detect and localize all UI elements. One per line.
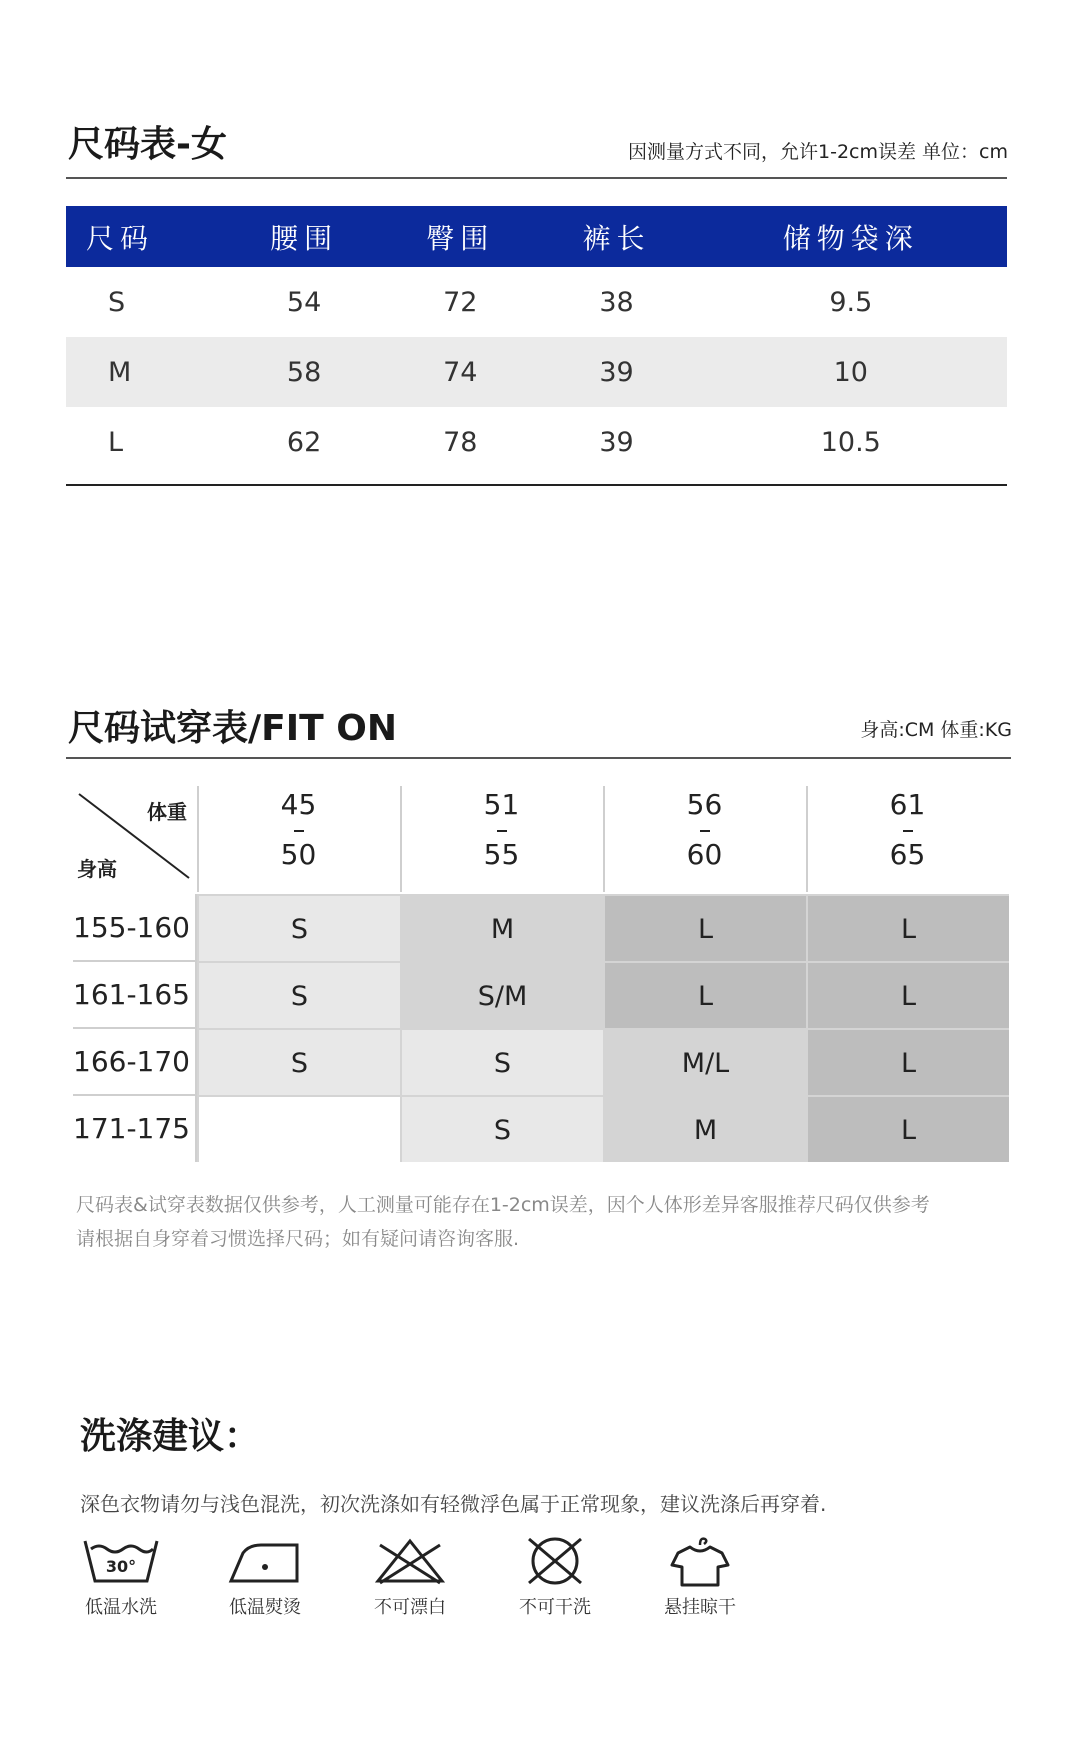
weight-dash — [294, 830, 304, 832]
fit-cell: S — [197, 894, 400, 961]
fit-cell — [197, 1095, 400, 1162]
table-cell: 74 — [382, 337, 538, 407]
height-row-label: 166-170 — [73, 1028, 197, 1095]
table-cell: 10 — [695, 337, 1007, 407]
fit-chart-divider — [66, 757, 1011, 759]
hang-dry-icon — [660, 1535, 740, 1587]
weight-dash — [700, 830, 710, 832]
table-cell: 39 — [599, 426, 634, 458]
height-row-label: 171-175 — [73, 1095, 197, 1162]
weight-to: 55 — [483, 838, 520, 871]
table-cell: 58 — [226, 337, 382, 407]
table-cell: 54 — [286, 286, 322, 318]
fit-cell: S — [400, 1095, 603, 1162]
fit-chart-title: 尺码试穿表/FIT ON — [68, 708, 397, 749]
size-chart-divider — [66, 177, 1007, 179]
table-cell: 78 — [443, 426, 478, 458]
table-row — [66, 337, 1007, 407]
size-table — [66, 206, 1007, 477]
table-cell: M — [66, 337, 226, 407]
care-item-dry-clean — [500, 1535, 610, 1619]
table-cell: 9.5 — [829, 286, 873, 318]
fit-cell: S — [197, 1028, 400, 1095]
header-pocket-depth: 储物袋深 — [695, 206, 1007, 267]
fit-cell: L — [603, 894, 806, 961]
fit-cell: L — [806, 894, 1009, 961]
fit-cell: M/L — [603, 1028, 806, 1095]
washing-title: 洗涤建议： — [80, 1416, 261, 1457]
wash-30-icon — [81, 1535, 161, 1587]
fit-cell: L — [603, 961, 806, 1028]
fit-table-corner — [73, 786, 199, 892]
corner-height-label: 身高 — [77, 857, 117, 881]
height-row-label: 155-160 — [73, 894, 197, 961]
weight-dash — [903, 830, 913, 832]
care-label: 低温水洗 — [85, 1597, 157, 1618]
size-table-bottom-rule — [66, 484, 1007, 486]
disclaimer-line-1: 尺码表&试穿表数据仅供参考，人工测量可能存在1-2cm误差，因个人体形差异客服推荐尺码仅供参考 — [76, 1194, 930, 1216]
care-label: 不可干洗 — [519, 1597, 591, 1618]
care-item-bleach — [355, 1535, 465, 1619]
height-row-label: 161-165 — [73, 961, 197, 1028]
weight-to: 50 — [280, 838, 317, 871]
no-bleach-icon — [370, 1535, 450, 1587]
fit-cell: L — [806, 1028, 1009, 1095]
fit-chart-note: 身高:CM 体重:KG — [860, 719, 1012, 741]
weight-to: 60 — [686, 838, 723, 871]
table-cell: L — [108, 426, 124, 458]
care-label: 低温熨烫 — [229, 1597, 301, 1618]
fit-cell: L — [806, 1095, 1009, 1162]
table-cell: 10.5 — [820, 426, 881, 458]
fit-disclaimer — [76, 1188, 1016, 1256]
header-length: 裤长 — [538, 206, 694, 267]
no-dry-clean-icon — [515, 1535, 595, 1587]
weight-column-header — [400, 786, 605, 892]
table-cell: S — [108, 286, 126, 318]
care-item-iron — [210, 1535, 320, 1619]
disclaimer-line-2: 请根据自身穿着习惯选择尺码；如有疑问请咨询客服. — [76, 1228, 520, 1250]
iron-low-icon — [225, 1535, 305, 1587]
size-table-header — [66, 206, 1007, 267]
size-chart-title: 尺码表-女 — [68, 124, 227, 165]
washing-text: 深色衣物请勿与浅色混洗，初次洗涤如有轻微浮色属于正常现象，建议洗涤后再穿着. — [80, 1492, 827, 1516]
table-row — [66, 407, 1007, 477]
corner-weight-label: 体重 — [147, 800, 187, 824]
table-row — [66, 267, 1007, 337]
header-hip: 臀围 — [382, 206, 538, 267]
weight-column-header — [603, 786, 808, 892]
fit-cell: M — [400, 894, 603, 961]
weight-column-header — [806, 786, 1009, 892]
wash-temp-label: 30° — [105, 1557, 137, 1576]
table-cell: 38 — [599, 286, 634, 318]
weight-column-header — [197, 786, 402, 892]
fit-cell: S — [197, 961, 400, 1028]
table-cell: 39 — [538, 337, 694, 407]
weight-to: 65 — [889, 838, 926, 871]
fit-cell: M — [603, 1095, 806, 1162]
care-item-hang-dry — [645, 1535, 755, 1619]
weight-from: 45 — [280, 788, 317, 821]
weight-from: 56 — [686, 788, 723, 821]
header-waist: 腰围 — [226, 206, 382, 267]
fit-cell: S/M — [400, 961, 603, 1028]
header-size: 尺码 — [66, 206, 226, 267]
table-cell: 72 — [443, 286, 478, 318]
care-label: 悬挂晾干 — [664, 1597, 736, 1618]
care-item-wash — [66, 1535, 176, 1619]
care-label: 不可漂白 — [374, 1597, 446, 1618]
weight-from: 51 — [483, 788, 520, 821]
table-cell: 62 — [286, 426, 322, 458]
fit-cell: L — [806, 961, 1009, 1028]
fit-cell: S — [400, 1028, 603, 1095]
size-chart-note: 因测量方式不同，允许1-2cm误差 单位：cm — [628, 141, 1008, 163]
weight-dash — [497, 830, 507, 832]
weight-from: 61 — [889, 788, 926, 821]
